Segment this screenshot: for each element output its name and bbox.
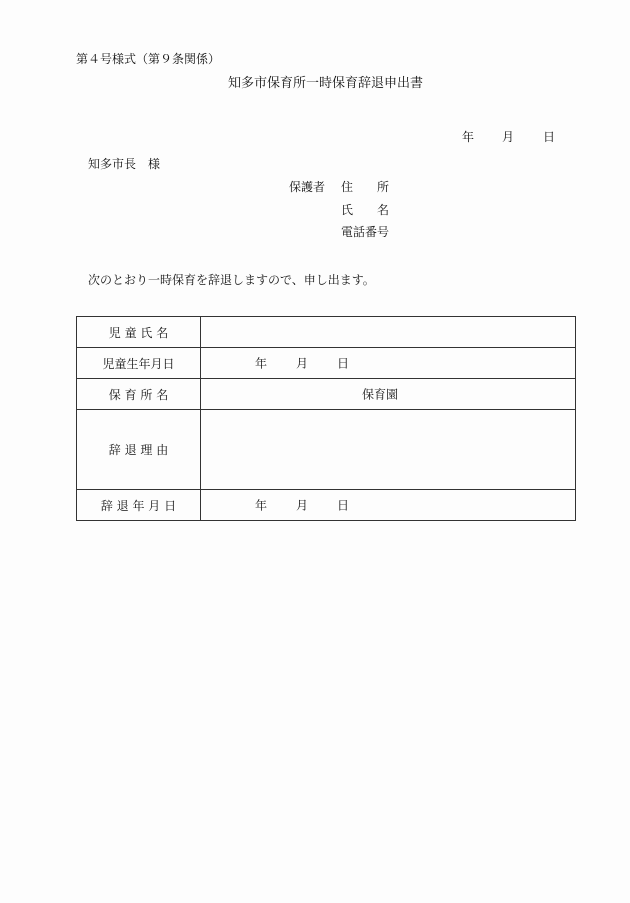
- date-year: 年: [462, 130, 475, 144]
- nursery-name-field[interactable]: [201, 379, 576, 410]
- withdrawal-date-field[interactable]: [201, 490, 576, 521]
- form-number: 第４号様式（第９条関係）: [76, 52, 221, 66]
- guardian-heading: 保護者: [289, 180, 326, 194]
- table-row: [77, 348, 576, 379]
- withdrawal-day-unit: 日: [337, 498, 350, 513]
- table-row: [77, 490, 576, 521]
- birthdate-day-unit: 日: [337, 356, 350, 371]
- withdrawal-reason-field[interactable]: [201, 410, 576, 490]
- child-birthdate-label: 児童生年月日: [77, 348, 201, 379]
- table-row: [77, 317, 576, 348]
- child-name-label: 児 童 氏 名: [77, 317, 201, 348]
- statement-text: 次のとおり一時保育を辞退しますので、申し出ます。: [88, 273, 375, 287]
- withdrawal-date-label: 辞 退 年 月 日: [77, 490, 201, 521]
- date-day: 日: [543, 130, 556, 144]
- addressee: 知多市長 様: [88, 157, 161, 171]
- withdrawal-reason-label: 辞 退 理 由: [77, 410, 201, 490]
- withdrawal-year-unit: 年: [255, 498, 268, 513]
- nursery-suffix: 保育園: [362, 387, 399, 402]
- nursery-name-label: 保 育 所 名: [77, 379, 201, 410]
- guardian-phone-label: 電話番号: [341, 225, 390, 239]
- document-title: 知多市保育所一時保育辞退申出書: [228, 76, 424, 91]
- birthdate-month-unit: 月: [296, 356, 309, 371]
- child-birthdate-field[interactable]: [201, 348, 576, 379]
- birthdate-year-unit: 年: [255, 356, 268, 371]
- child-name-field[interactable]: [201, 317, 576, 348]
- guardian-name-label: 氏 名: [341, 203, 390, 217]
- withdrawal-month-unit: 月: [296, 498, 309, 513]
- application-table: [76, 316, 576, 521]
- date-month: 月: [502, 130, 515, 144]
- guardian-address-label: 住 所: [341, 180, 390, 194]
- table-row: [77, 410, 576, 490]
- table-row: [77, 379, 576, 410]
